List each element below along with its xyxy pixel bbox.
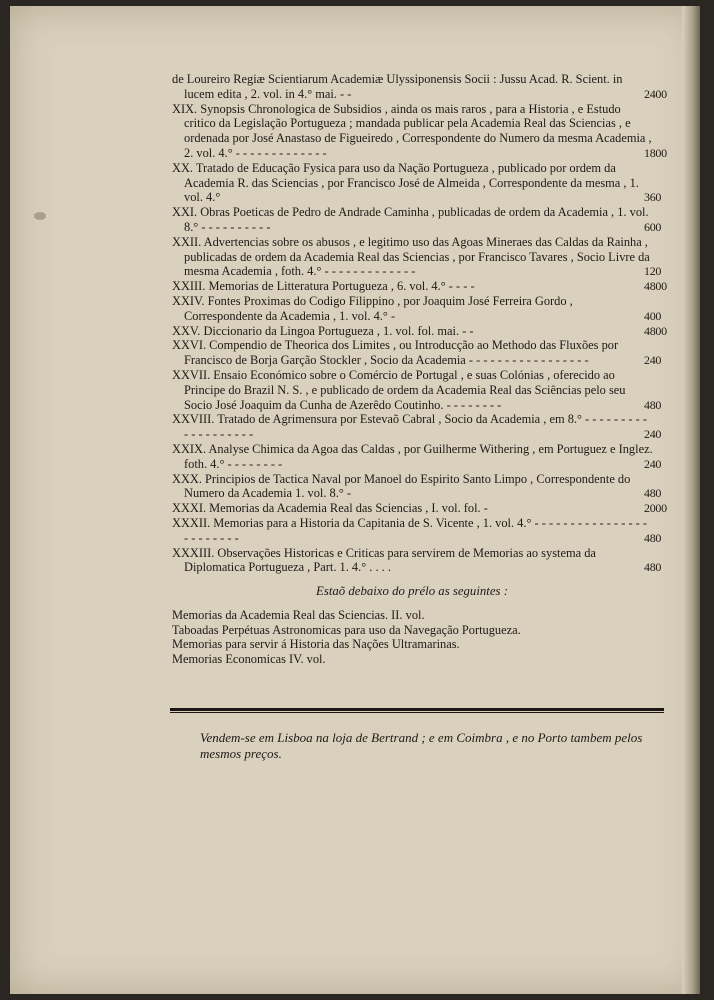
catalogue-entry [172, 516, 662, 546]
catalogue-entry [172, 279, 667, 294]
catalogue-entry [172, 294, 662, 324]
entry-text: XXXI. Memorias da Academia Real das Sciencias , I. vol. fol. - [172, 501, 488, 516]
entry-text: XXI. Obras Poeticas de Pedro de Andrade Caminha , publicadas de ordem da Academia , 1. vol. 8.° - - - - - - - - - - [172, 205, 649, 234]
entry-text: XXVII. Ensaio Económico sobre o Comércio de Portugal , e suas Colónias , oferecido ao Principe do Brazil N. S. , e publicado de ordem da Academia Real das Sciências pelo seu Socio José Joaquim da Cunha de Azerêdo Coutinho. - - - - - - - - [172, 367, 626, 412]
entry-price: 2400 [644, 86, 667, 101]
entry-price: 4800 [644, 279, 667, 294]
entry-price: 400 [644, 308, 662, 323]
entry-text: XXVI. Compendio de Theorica dos Limites , ou Introducção ao Methodo das Fluxões por Francisco de Borja Garção Stockler , Socio da Academia - - - - - - - - - - - - - - - - - [172, 338, 619, 368]
catalogue-entry [172, 442, 662, 472]
catalogue-entry [172, 72, 667, 102]
footer-rule [170, 708, 664, 711]
entry-text: XX. Tratado de Educação Fysica para uso da Nação Portugueza , publicado por ordem da Academia R. das Sciencias , por Francisco José de Almeida , Correspondente da mesma , 1. vol. 4.° [172, 160, 639, 205]
entry-price: 1800 [644, 145, 667, 160]
entry-text: XXX. Principios de Tactica Naval por Manoel do Espirito Santo Limpo , Correspondente do Numero da Academia 1. vol. 8.° - [172, 471, 631, 501]
entry-text: XXII. Advertencias sobre os abusos , e legitimo uso das Agoas Mineraes das Caldas da Rainha , publicadas de ordem da Academia Real das Sciencias , por Francisco Tavares , Socio Livre da mesma Academia , foth. 4.° - - - - - - - - - - - - - [172, 234, 650, 279]
catalogue-entry [172, 368, 662, 412]
entry-text: XXXII. Memorias para a Historia da Capitania de S. Vicente , 1. vol. 4.° - - - - - - - - - - - - - - - - - - - - - - - - [172, 515, 648, 545]
entry-price: 240 [644, 353, 662, 368]
entry-text: XXIV. Fontes Proximas do Codigo Filippino , por Joaquim José Ferreira Gordo , Correspondente da Academia , 1. vol. 4.° - [172, 293, 573, 323]
in-press-item: Memorias para servir á Historia das Nações Ultramarinas. [172, 637, 460, 652]
catalogue-entry [172, 472, 662, 502]
catalogue-entry [172, 338, 662, 368]
entry-price: 240 [644, 427, 662, 442]
catalogue-entry [172, 205, 662, 235]
entry-price: 4800 [644, 323, 667, 338]
paper-stain [34, 212, 46, 220]
catalogue-entry [172, 546, 662, 576]
entry-price: 480 [644, 560, 662, 575]
entry-price: 480 [644, 530, 662, 545]
entry-text: XXIX. Analyse Chimica da Agoa das Caldas , por Guilherme Withering , em Portuguez e Inglez. foth. 4.° - - - - - - - - [172, 441, 653, 471]
catalogue-entry [172, 161, 662, 205]
entry-text: XIX. Synopsis Chronologica de Subsidios , ainda os mais raros , para a Historia , e Estudo critico da Legislação Portugueza ; mandada publicar pela Academia Real das Sciencias , e ordenada por José Anastaso de Figueiredo , Correspondente do Numero da mesma Academia , 2. vol. 4.° - - - - - - - - - - - - - [172, 101, 652, 160]
entry-price: 240 [644, 456, 662, 471]
catalogue-entry [172, 323, 667, 339]
catalogue-list [172, 72, 667, 667]
entry-price: 480 [644, 397, 662, 412]
book-page [10, 6, 700, 994]
in-press-item: Taboadas Perpétuas Astronomicas para uso da Navegação Portugueza. [172, 622, 521, 637]
entry-price: 600 [644, 219, 662, 234]
in-press-heading: Estaõ debaixo do prélo as seguintes : [316, 584, 508, 599]
catalogue-entry [172, 235, 662, 279]
catalogue-entry [172, 501, 667, 516]
catalogue-entry [172, 101, 667, 161]
entry-text: XXXIII. Observações Historicas e Criticas para servirem de Memorias ao systema da Diplomatica Portugueza , Part. 1. 4.° . . . . [172, 545, 596, 575]
in-press-item: Memorias da Academia Real das Sciencias. II. vol. [172, 607, 425, 622]
in-press-item: Memorias Economicas IV. vol. [172, 652, 326, 667]
footer-rule-thin [170, 712, 664, 713]
entry-price: 120 [644, 264, 662, 279]
entry-text: de Loureiro Regiæ Scientiarum Academiæ Ulyssiponensis Socii : Jussu Acad. R. Scient. in lucem edita , 2. vol. in 4.° mai. - - [172, 72, 623, 101]
entry-price: 2000 [644, 501, 667, 516]
sales-notice: Vendem-se em Lisboa na loja de Bertrand ; e em Coimbra , e no Porto tambem pelos mesmos preços. [200, 730, 643, 761]
entry-text: XXV. Diccionario da Lingoa Portugueza , 1. vol. fol. mai. - - [172, 323, 474, 338]
entry-text: XXVIII. Tratado de Agrimensura por Estevaõ Cabral , Socio da Academia , em 8.° - - - - - - - - - - - - - - - - - - - [172, 412, 647, 442]
catalogue-entry [172, 412, 662, 442]
entry-price: 360 [644, 190, 662, 205]
entry-text: XXIII. Memorias de Litteratura Portugueza , 6. vol. 4.° - - - - [172, 279, 475, 294]
entry-price: 480 [644, 486, 662, 501]
